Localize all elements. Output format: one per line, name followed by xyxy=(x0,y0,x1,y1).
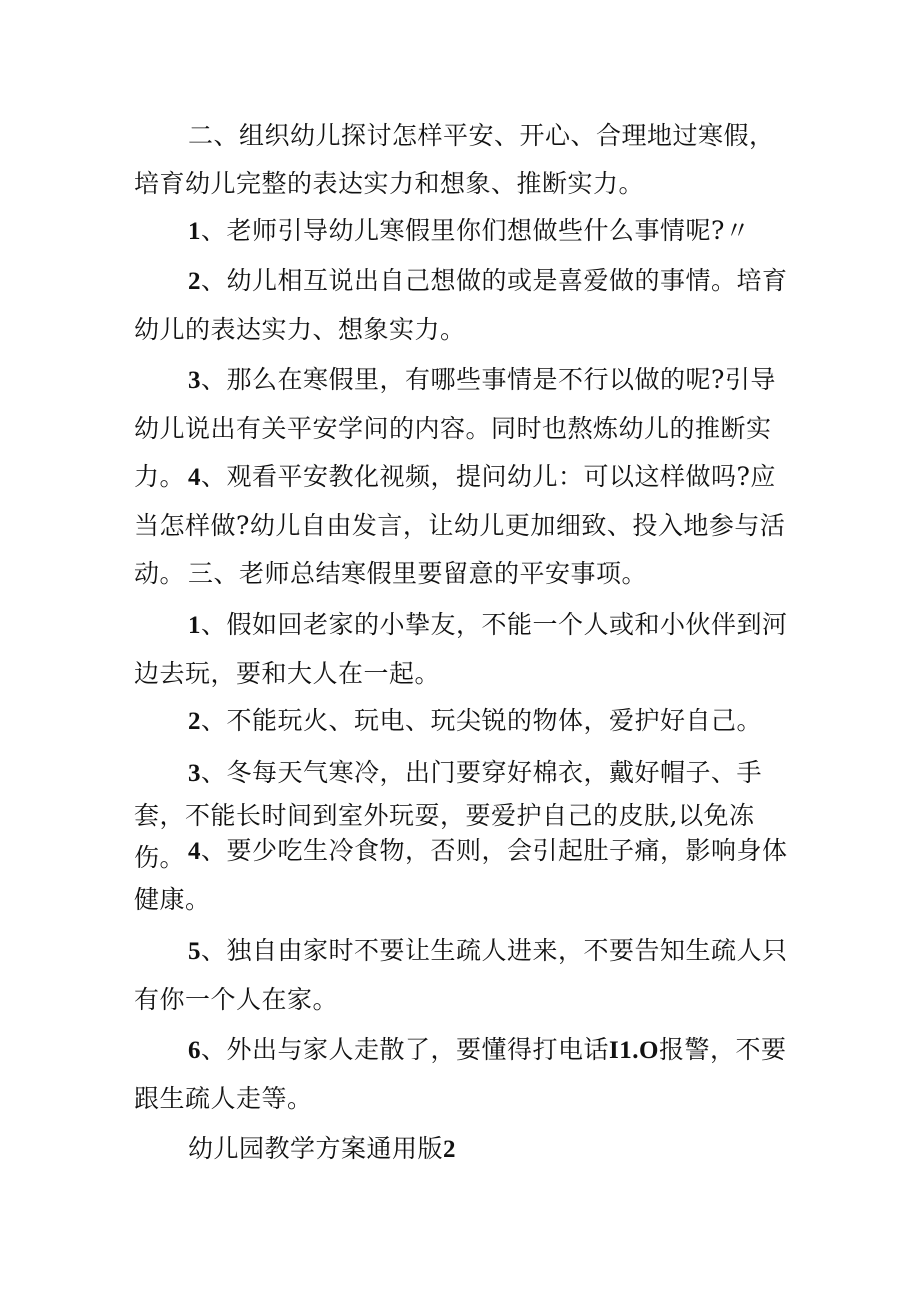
item-number: 3 xyxy=(188,760,201,787)
paragraph-text: 三、老师总结寒假里要留意的平安事项。 xyxy=(188,559,648,588)
item-number: 1 xyxy=(188,218,201,245)
item-number: 2 xyxy=(188,268,201,295)
item-number: 5 xyxy=(188,938,201,965)
paragraph-text: 二、组织幼儿探讨怎样平安、开心、合理地过寒假，培育幼儿完整的表达实力和想象、推断实力。 xyxy=(134,121,775,198)
list-item xyxy=(134,257,794,354)
item-text: 、冬每天气寒冷，出门要穿好棉衣，戴好帽子、手套，不能长时间到室外玩耍，要爱护自己的皮肤,以免冻伤。 xyxy=(134,758,763,872)
item-text: 、老师引导幼儿寒假里你们想做些什么事情呢?〃 xyxy=(201,216,751,245)
title-text: 幼儿园教学方案通用版 xyxy=(188,1134,444,1163)
item-number: 4 xyxy=(188,838,201,865)
item-text-after: 报警，不要跟生疏人走等。 xyxy=(134,1035,787,1113)
list-item xyxy=(134,927,794,1024)
item-text: 、观看平安教化视频，提问幼儿：可以这样做吗?应当怎样做?幼儿自由发言，让幼儿更加细致、投入地参与活动。 xyxy=(134,462,786,588)
item-number: 3 xyxy=(188,367,201,394)
item-text: 、假如回老家的小挚友，不能一个人或和小伙伴到河边去玩，要和大人在一起。 xyxy=(134,610,788,688)
section-two-paragraph xyxy=(134,112,794,208)
item-text: 、幼儿相互说出自己想做的或是喜爱做的事情。培育幼儿的表达实力、想象实力。 xyxy=(134,266,788,344)
list-item xyxy=(134,1026,794,1123)
section-three-heading xyxy=(134,550,794,598)
item-number: 4 xyxy=(188,464,201,491)
item-text: 、不能玩火、玩电、玩尖锐的物体，爱护好自己。 xyxy=(201,706,763,735)
item-text: 、那么在寒假里，有哪些事情是不行以做的呢?引导幼儿说出有关平安学问的内容。同时也熬炼幼儿的推断实力。 xyxy=(134,365,776,491)
item-number: 2 xyxy=(188,708,201,735)
item-number: 6 xyxy=(188,1037,201,1064)
section-title xyxy=(134,1125,794,1174)
item-text: 、要少吃生冷食物，否则，会引起肚子痛，影响身体健康。 xyxy=(134,836,788,914)
list-item xyxy=(134,827,794,924)
title-number: 2 xyxy=(443,1136,457,1163)
list-item xyxy=(134,207,794,256)
item-number: 1 xyxy=(188,612,201,639)
list-item xyxy=(134,697,794,746)
item-text: 、独自由家时不要让生疏人进来，不要告知生疏人只有你一个人在家。 xyxy=(134,936,788,1014)
list-item xyxy=(134,601,794,698)
item-text-before: 、外出与家人走散了，要懂得打电话 xyxy=(201,1035,610,1064)
phone-number: I1.O xyxy=(609,1037,659,1064)
